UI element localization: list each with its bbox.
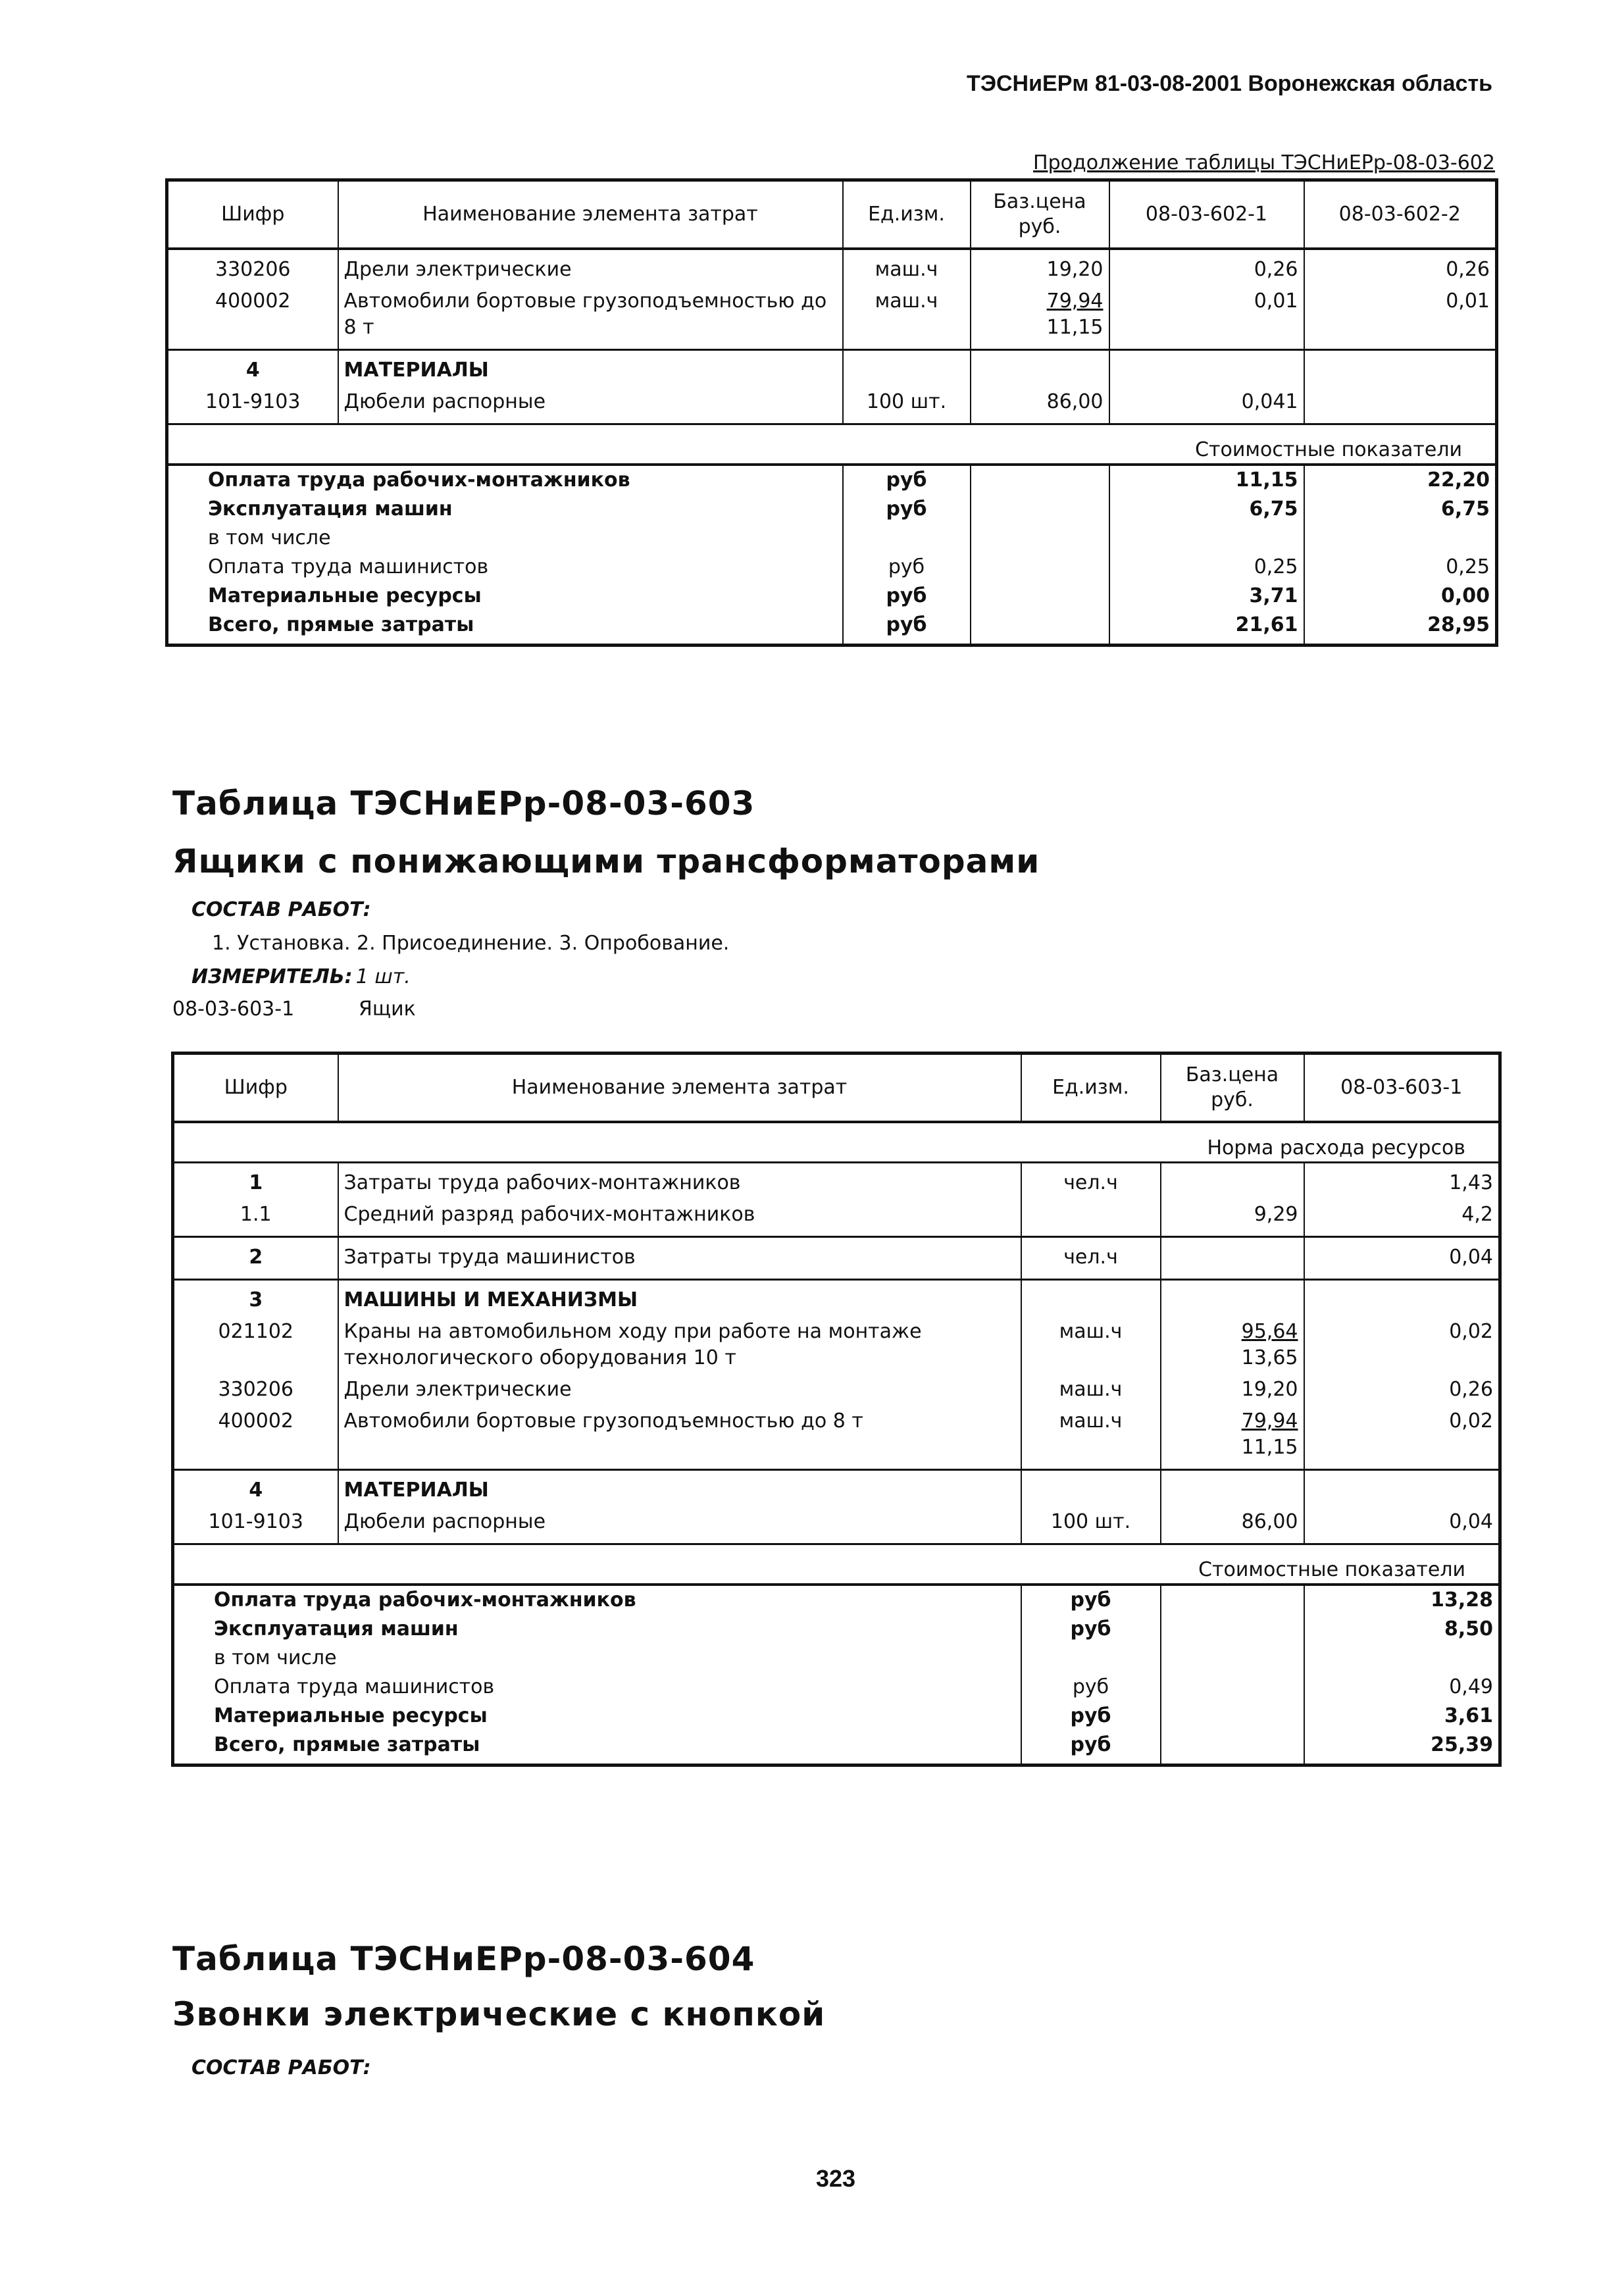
price-value: 86,00 [1046,390,1104,413]
cost-unit: руб [843,582,971,611]
cell-name: МАШИНЫ И МЕХАНИЗМЫ [338,1280,1021,1317]
cell-value: 4,2 [1304,1199,1500,1237]
table-604-subtitle: Звонки электрические с кнопкой [172,1995,826,2033]
cost-value: 6,75 [1304,495,1497,524]
cost-row [167,495,1497,524]
table-row [173,1163,1500,1200]
cell-unit [843,350,971,387]
cost-value: 8,50 [1304,1615,1500,1644]
cost-price-empty [971,553,1109,582]
cell-code: 400002 [167,286,338,350]
cell-name: Краны на автомобильном ходу при работе на монтаже технологического оборудования 10 т [338,1316,1021,1374]
table-08-03-603 [171,1052,1502,1767]
cost-unit: руб [843,495,971,524]
cell-unit: чел.ч [1021,1237,1161,1280]
column-header: Ед.изм. [843,180,971,249]
cost-caption-row [173,1544,1500,1585]
cell-code: 1.1 [173,1199,338,1237]
table-row [173,1199,1500,1237]
cell-price [1161,1406,1304,1470]
price-sub-value: 11,15 [1046,316,1104,339]
cost-row [173,1585,1500,1615]
cell-price [1161,1163,1304,1200]
cell-value: 0,02 [1304,1406,1500,1470]
cost-row [167,465,1497,495]
cost-unit: руб [1021,1702,1161,1731]
price-value: 9,29 [1254,1203,1298,1226]
cell-name: МАТЕРИАЛЫ [338,1470,1021,1507]
cell-price [1161,1199,1304,1237]
cell-price [971,386,1109,424]
cost-price-empty [1161,1731,1304,1765]
cell-name: Дюбели распорные [338,1506,1021,1544]
table-row [167,286,1497,350]
cost-value: 13,28 [1304,1585,1500,1615]
cell-name: Дрели электрические [338,249,843,286]
cell-price [971,249,1109,286]
cell-unit: маш.ч [843,286,971,350]
header-row [173,1054,1500,1123]
continuation-caption: Продолжение таблицы ТЭСНиЕРр-08-03-602 [1033,151,1495,174]
cell-value [1109,350,1304,387]
cost-price-empty [1161,1615,1304,1644]
cell-code: 021102 [173,1316,338,1374]
cost-price-empty [971,495,1109,524]
cell-value: 0,04 [1304,1237,1500,1280]
price-value: 19,20 [1241,1378,1298,1401]
cell-value: 1,43 [1304,1163,1500,1200]
table-604-title: Таблица ТЭСНиЕРр-08-03-604 [172,1940,755,1978]
cost-value [1109,524,1304,553]
cost-row [167,553,1497,582]
cost-unit [843,524,971,553]
cost-price-empty [971,582,1109,611]
cell-name: Дрели электрические [338,1374,1021,1406]
cost-row [167,582,1497,611]
cost-value [1304,1644,1500,1673]
cell-price [1161,1374,1304,1406]
table-row [173,1374,1500,1406]
item-code: 08-03-603-1 [172,998,295,1021]
column-header: Баз.цена руб. [1161,1054,1304,1123]
cost-price-empty [1161,1585,1304,1615]
cell-code: 4 [167,350,338,387]
price-value: 79,94 [1046,290,1104,313]
cost-label: в том числе [167,524,843,553]
table-row [167,249,1497,286]
cost-unit: руб [843,553,971,582]
cost-price-empty [1161,1673,1304,1702]
table-row [173,1280,1500,1317]
cost-price-empty [971,465,1109,495]
work-composition-label: СОСТАВ РАБОТ: [191,898,371,921]
cost-row [173,1673,1500,1702]
cell-value: 0,26 [1304,249,1497,286]
cost-value: 28,95 [1304,611,1497,646]
cost-value: 22,20 [1304,465,1497,495]
meter-line [191,965,411,988]
cost-value: 0,25 [1304,553,1497,582]
cost-caption-row [167,424,1497,465]
table-row [173,1316,1500,1374]
cell-value [1304,350,1497,387]
cell-price [1161,1280,1304,1317]
price-sub-value: 13,65 [1241,1346,1298,1369]
cell-code: 330206 [167,249,338,286]
cell-price [1161,1506,1304,1544]
cost-price-empty [1161,1644,1304,1673]
price-value: 86,00 [1241,1510,1298,1533]
cell-unit [1021,1199,1161,1237]
cost-unit: руб [1021,1615,1161,1644]
cell-unit: маш.ч [1021,1316,1161,1374]
cell-price [971,286,1109,350]
cell-name: Затраты труда машинистов [338,1237,1021,1280]
cell-name: Затраты труда рабочих-монтажников [338,1163,1021,1200]
cost-unit: руб [843,611,971,646]
cell-value: 0,041 [1109,386,1304,424]
cell-name: Автомобили бортовые грузоподъемностью до 8 т [338,286,843,350]
cost-label: Эксплуатация машин [173,1615,1021,1644]
cost-value [1304,524,1497,553]
cost-label: Всего, прямые затраты [173,1731,1021,1765]
cell-name: МАТЕРИАЛЫ [338,350,843,387]
cost-value: 6,75 [1109,495,1304,524]
cell-code: 330206 [173,1374,338,1406]
cost-value: 3,61 [1304,1702,1500,1731]
cell-code: 3 [173,1280,338,1317]
work-composition-text: 1. Установка. 2. Присоединение. 3. Опробование. [212,932,730,955]
table-603-title: Таблица ТЭСНиЕРр-08-03-603 [172,784,755,823]
cost-value: 25,39 [1304,1731,1500,1765]
column-header: Наименование элемента затрат [338,1054,1021,1123]
cost-label: Оплата труда рабочих-монтажников [167,465,843,495]
cell-unit [1021,1280,1161,1317]
cost-row [167,524,1497,553]
column-header: 08-03-602-2 [1304,180,1497,249]
cost-label: Эксплуатация машин [167,495,843,524]
column-header: 08-03-602-1 [1109,180,1304,249]
cost-value: 0,49 [1304,1673,1500,1702]
price-sub-value: 11,15 [1241,1436,1298,1459]
cell-value [1304,1470,1500,1507]
cell-value: 0,02 [1304,1316,1500,1374]
cost-unit: руб [1021,1585,1161,1615]
page-number: 323 [816,2165,856,2192]
cost-label: Оплата труда рабочих-монтажников [173,1585,1021,1615]
cost-label: в том числе [173,1644,1021,1673]
cell-code: 4 [173,1470,338,1507]
table-row [167,350,1497,387]
cell-unit: маш.ч [1021,1406,1161,1470]
cell-code: 2 [173,1237,338,1280]
header-row [167,180,1497,249]
cost-caption: Стоимостные показатели [173,1544,1500,1585]
table-row [173,1470,1500,1507]
work-composition-label-604: СОСТАВ РАБОТ: [191,2056,371,2079]
cost-row [173,1731,1500,1765]
cost-price-empty [1161,1702,1304,1731]
cost-value: 0,25 [1109,553,1304,582]
cost-label: Оплата труда машинистов [167,553,843,582]
cost-unit: руб [1021,1673,1161,1702]
norm-caption: Норма расхода ресурсов [173,1122,1500,1163]
table-603-subtitle: Ящики с понижающими трансформаторами [172,842,1040,880]
cost-row [173,1615,1500,1644]
cell-unit: маш.ч [843,249,971,286]
cost-label: Оплата труда машинистов [173,1673,1021,1702]
cost-label: Материальные ресурсы [167,582,843,611]
cost-value: 3,71 [1109,582,1304,611]
cost-value: 0,00 [1304,582,1497,611]
cell-value: 0,01 [1109,286,1304,350]
table-08-03-602-continuation [165,178,1498,647]
cost-unit: руб [843,465,971,495]
cell-unit: чел.ч [1021,1163,1161,1200]
column-header: Ед.изм. [1021,1054,1161,1123]
cost-row [173,1702,1500,1731]
cost-value: 11,15 [1109,465,1304,495]
meter-value: 1 шт. [355,965,411,988]
column-header: Баз.цена руб. [971,180,1109,249]
cell-code: 101-9103 [167,386,338,424]
cell-price [1161,1237,1304,1280]
cost-row [167,611,1497,646]
cost-price-empty [971,524,1109,553]
cell-unit: маш.ч [1021,1374,1161,1406]
cell-value: 0,04 [1304,1506,1500,1544]
cell-value [1304,386,1497,424]
cost-row [173,1644,1500,1673]
cost-price-empty [971,611,1109,646]
column-header: Наименование элемента затрат [338,180,843,249]
cell-price [971,350,1109,387]
cell-value [1304,1280,1500,1317]
cost-caption: Стоимостные показатели [167,424,1497,465]
cell-name: Дюбели распорные [338,386,843,424]
page-header: ТЭСНиЕРм 81-03-08-2001 Воронежская область [967,71,1492,96]
cell-value: 0,26 [1304,1374,1500,1406]
item-name: Ящик [359,998,416,1021]
column-header: 08-03-603-1 [1304,1054,1500,1123]
price-value: 19,20 [1046,258,1104,281]
price-value: 95,64 [1241,1320,1298,1343]
cell-unit: 100 шт. [843,386,971,424]
price-value: 79,94 [1241,1410,1298,1433]
cell-unit [1021,1470,1161,1507]
meter-label: ИЗМЕРИТЕЛЬ: [191,965,353,988]
norm-caption-row [173,1122,1500,1163]
table-row [173,1506,1500,1544]
cell-price [1161,1470,1304,1507]
cost-unit [1021,1644,1161,1673]
cost-label: Всего, прямые затраты [167,611,843,646]
cell-price [1161,1316,1304,1374]
column-header: Шифр [173,1054,338,1123]
cell-name: Автомобили бортовые грузоподъемностью до 8 т [338,1406,1021,1470]
cell-code: 400002 [173,1406,338,1470]
table-row [167,386,1497,424]
cell-name: Средний разряд рабочих-монтажников [338,1199,1021,1237]
cell-unit: 100 шт. [1021,1506,1161,1544]
column-header: Шифр [167,180,338,249]
cost-label: Материальные ресурсы [173,1702,1021,1731]
cell-code: 1 [173,1163,338,1200]
table-row [173,1406,1500,1470]
cell-value: 0,26 [1109,249,1304,286]
cost-value: 21,61 [1109,611,1304,646]
table-row [173,1237,1500,1280]
cost-unit: руб [1021,1731,1161,1765]
cell-code: 101-9103 [173,1506,338,1544]
cell-value: 0,01 [1304,286,1497,350]
